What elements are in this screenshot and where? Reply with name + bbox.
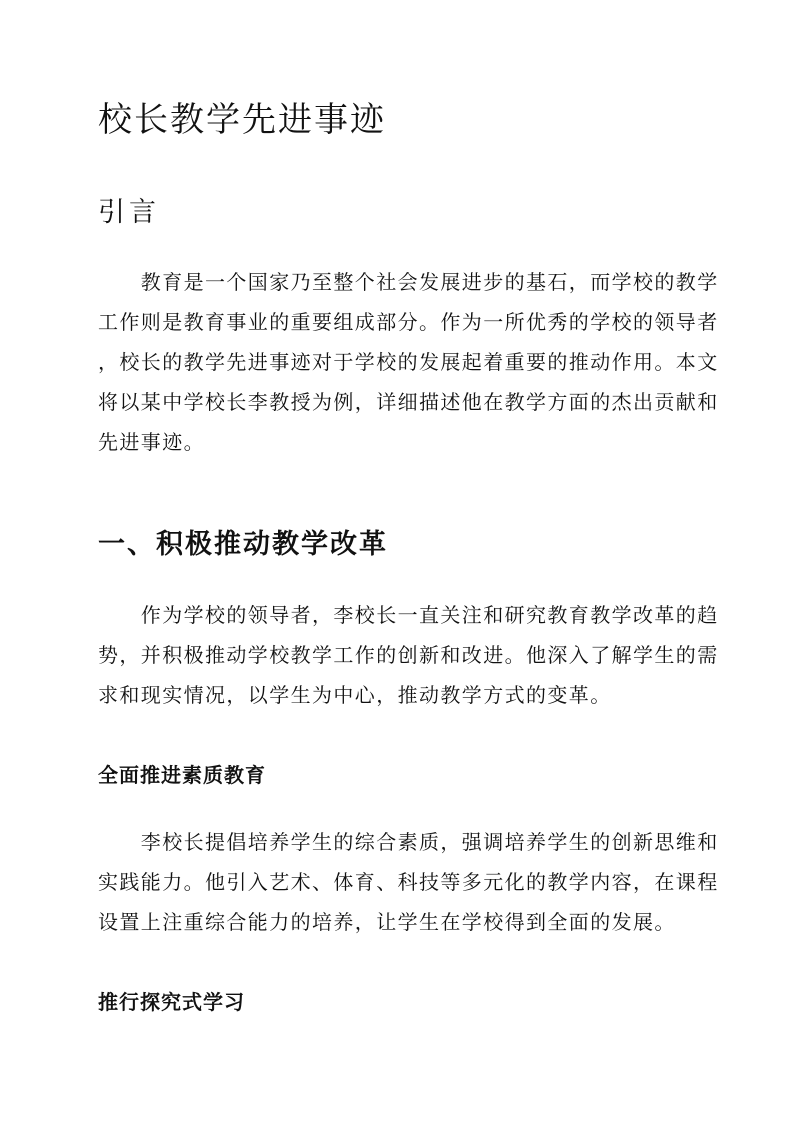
paragraph-line: ，校长的教学先进事迹对于学校的发展起着重要的推动作用。本文 [98,350,719,374]
document-title: 校长教学先进事迹 [98,100,386,140]
intro-heading: 引言 [98,197,160,228]
paragraph-line: 先进事迹。 [98,430,205,454]
section-1-heading: 一、积极推动教学改革 [98,529,388,560]
paragraph-line: 作为学校的领导者，李校长一直关注和研究教育教学改革的趋 [98,603,719,627]
subsection-1-paragraph [98,822,719,942]
paragraph-line: 教育是一个国家乃至整个社会发展进步的基石，而学校的教学 [98,270,719,294]
subsection-1-heading: 全面推进素质教育 [98,763,266,787]
paragraph-line: 势，并积极推动学校教学工作的创新和改进。他深入了解学生的需 [98,643,719,667]
section-1-paragraph [98,595,719,715]
paragraph-line: 实践能力。他引入艺术、体育、科技等多元化的教学内容，在课程 [98,870,719,894]
paragraph-line: 求和现实情况，以学生为中心，推动教学方式的变革。 [98,683,612,707]
paragraph-line: 工作则是教育事业的重要组成部分。作为一所优秀的学校的领导者 [98,310,719,334]
intro-paragraph [98,262,719,462]
subsection-2-heading: 推行探究式学习 [98,990,245,1014]
paragraph-line: 李校长提倡培养学生的综合素质，强调培养学生的创新思维和 [98,830,719,854]
paragraph-line: 将以某中学校长李教授为例，详细描述他在教学方面的杰出贡献和 [98,390,719,414]
paragraph-line: 设置上注重综合能力的培养，让学生在学校得到全面的发展。 [98,910,676,934]
